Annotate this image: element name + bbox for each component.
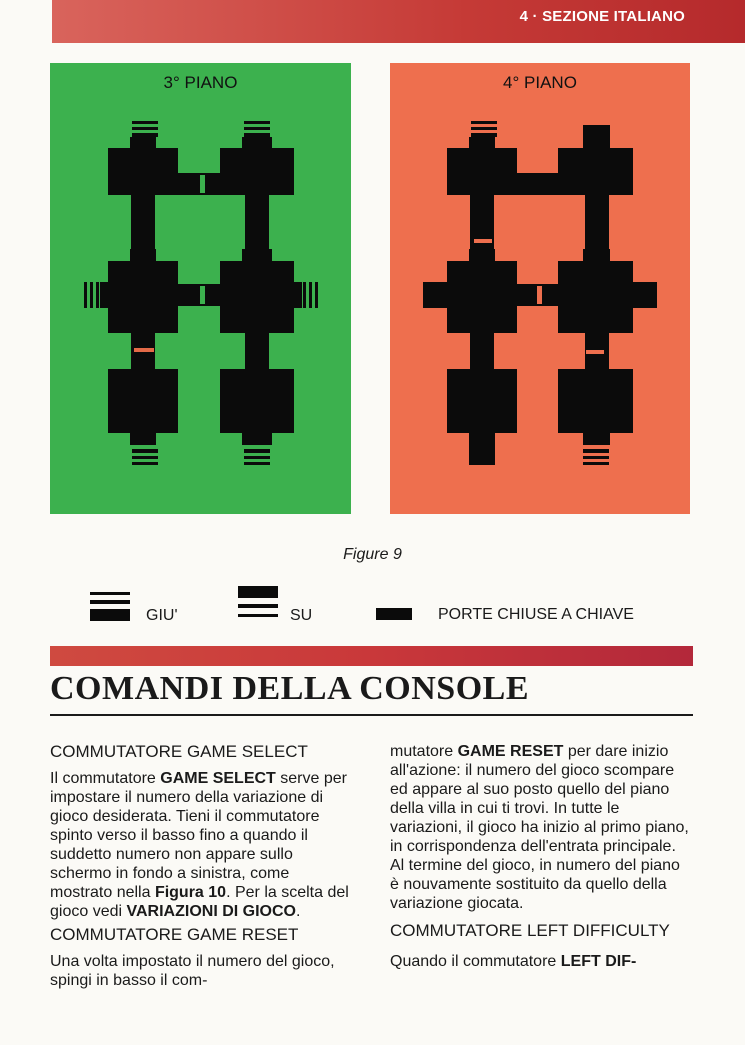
- stairs-icon: [132, 462, 158, 465]
- stairs-icon: [132, 127, 158, 130]
- stairs-up-icon-bar: [238, 604, 278, 608]
- legend-item-up: [238, 586, 328, 626]
- room: [447, 369, 517, 465]
- stairs-icon: [244, 127, 270, 130]
- subheading-left-difficulty: COMMUTATORE LEFT DIFFICULTY: [390, 921, 670, 940]
- legend-label: PORTE CHIUSE A CHIAVE: [438, 606, 634, 623]
- stairs-icon: [90, 282, 93, 308]
- room: [108, 249, 178, 333]
- stairs-icon: [471, 121, 497, 124]
- stairs-icon: [132, 456, 158, 459]
- emphasis: VARIAZIONI DI GIOCO: [126, 903, 296, 920]
- room: [220, 137, 294, 195]
- corridor: [294, 282, 302, 308]
- text: .: [295, 903, 301, 920]
- subheading-game-reset: COMMUTATORE GAME RESET: [50, 925, 299, 944]
- stairs-icon: [96, 282, 99, 308]
- legend-item-locked: [376, 590, 676, 630]
- legend-label: GIU': [146, 607, 178, 624]
- room: [558, 249, 633, 333]
- stairs-down-icon: [90, 592, 130, 595]
- corridor: [178, 284, 220, 306]
- room: [558, 369, 633, 445]
- room: [558, 125, 633, 195]
- section-title: COMANDI DELLA CONSOLE: [50, 670, 530, 707]
- locked-door-icon: [586, 350, 604, 354]
- legend-label: SU: [290, 607, 313, 624]
- emphasis: LEFT DIF-: [560, 953, 637, 970]
- corridor: [131, 195, 155, 261]
- stairs-icon: [309, 282, 312, 308]
- text: serve per impostare il numero della variazione di gioco desiderata. Tieni il commutatore spinto verso il basso fino a quando il suddetto numero non appare sullo schermo in fondo a sinistra, come mostrato nella: [50, 770, 347, 901]
- corridor: [245, 195, 269, 261]
- section-rule-band: [50, 646, 693, 666]
- stairs-icon: [303, 282, 306, 308]
- stairs-icon: [132, 449, 158, 453]
- stairs-icon: [132, 133, 158, 137]
- text: Il commutatore: [50, 770, 161, 787]
- stairs-icon: [244, 133, 270, 137]
- text: . Per la scelta del gioco vedi: [50, 884, 349, 920]
- text: per dare inizio all'azione: il numero del gioco scompare ed appare al suo posto quello del piano della villa in cui ti trovi. In tutte le variazioni, il gioco ha inizio al primo piano, in corrispondenza dell'entrata principale. Al termine del gioco, in numero del piano è nouvamente sostituito da quello della variazione giocata.: [390, 743, 689, 912]
- corridor: [633, 282, 657, 308]
- stairs-up-icon-line: [238, 614, 278, 617]
- room: [220, 369, 294, 445]
- room: [447, 249, 517, 333]
- locked-door-icon: [200, 175, 205, 193]
- corridor: [517, 173, 558, 195]
- stairs-icon: [244, 456, 270, 459]
- floor-map-3: [50, 63, 351, 514]
- stairs-icon: [583, 449, 609, 453]
- stairs-down-icon-block: [90, 609, 130, 621]
- locked-door-icon: [134, 348, 154, 352]
- text: mutatore: [390, 743, 458, 760]
- stairs-down-icon-bar: [90, 600, 130, 604]
- legend-item-down: [90, 590, 200, 630]
- locked-door-icon: [474, 239, 492, 243]
- text: Quando il commutatore: [390, 953, 561, 970]
- stairs-icon: [132, 121, 158, 124]
- room: [447, 137, 517, 195]
- paragraph-left-difficulty: [390, 952, 690, 971]
- emphasis: GAME SELECT: [160, 770, 276, 787]
- paragraph-game-select: [50, 769, 350, 921]
- floor-plan-4: [390, 63, 690, 514]
- left-column: [50, 742, 350, 990]
- corridor: [470, 195, 494, 261]
- map-title: 3° PIANO: [163, 73, 238, 92]
- stairs-icon: [471, 127, 497, 130]
- map-title: 4° PIANO: [503, 73, 577, 92]
- paragraph-game-reset: Una volta impostato il numero del gioco, spingi in basso il com-: [50, 953, 335, 989]
- section-header: 4 · SEZIONE ITALIANO: [519, 8, 685, 25]
- corridor: [423, 282, 447, 308]
- emphasis: GAME RESET: [457, 743, 564, 760]
- emphasis: Figura 10: [154, 884, 227, 901]
- floor-plan-3: [50, 63, 351, 514]
- title-underline: [50, 714, 693, 716]
- stairs-icon: [244, 121, 270, 124]
- floor-map-4: [390, 63, 690, 514]
- room: [220, 249, 294, 333]
- room: [108, 137, 178, 195]
- room: [108, 369, 178, 445]
- stairs-icon: [583, 462, 609, 465]
- stairs-icon: [84, 282, 87, 308]
- stairs-icon: [244, 449, 270, 453]
- corridor: [585, 195, 609, 261]
- stairs-up-icon: [238, 586, 278, 598]
- corridor: [178, 173, 220, 195]
- stairs-icon: [471, 133, 497, 137]
- figure-caption: Figure 9: [343, 546, 402, 563]
- paragraph-game-reset-cont: [390, 742, 690, 913]
- corridor: [100, 282, 108, 308]
- locked-door-icon: [200, 286, 205, 304]
- subheading-game-select: COMMUTATORE GAME SELECT: [50, 742, 308, 761]
- stairs-icon: [583, 456, 609, 459]
- corridor: [470, 333, 494, 369]
- locked-door-icon: [376, 608, 412, 620]
- locked-door-icon: [537, 286, 542, 304]
- stairs-icon: [315, 282, 318, 308]
- corridor: [245, 333, 269, 369]
- stairs-icon: [244, 462, 270, 465]
- right-column: [390, 742, 690, 971]
